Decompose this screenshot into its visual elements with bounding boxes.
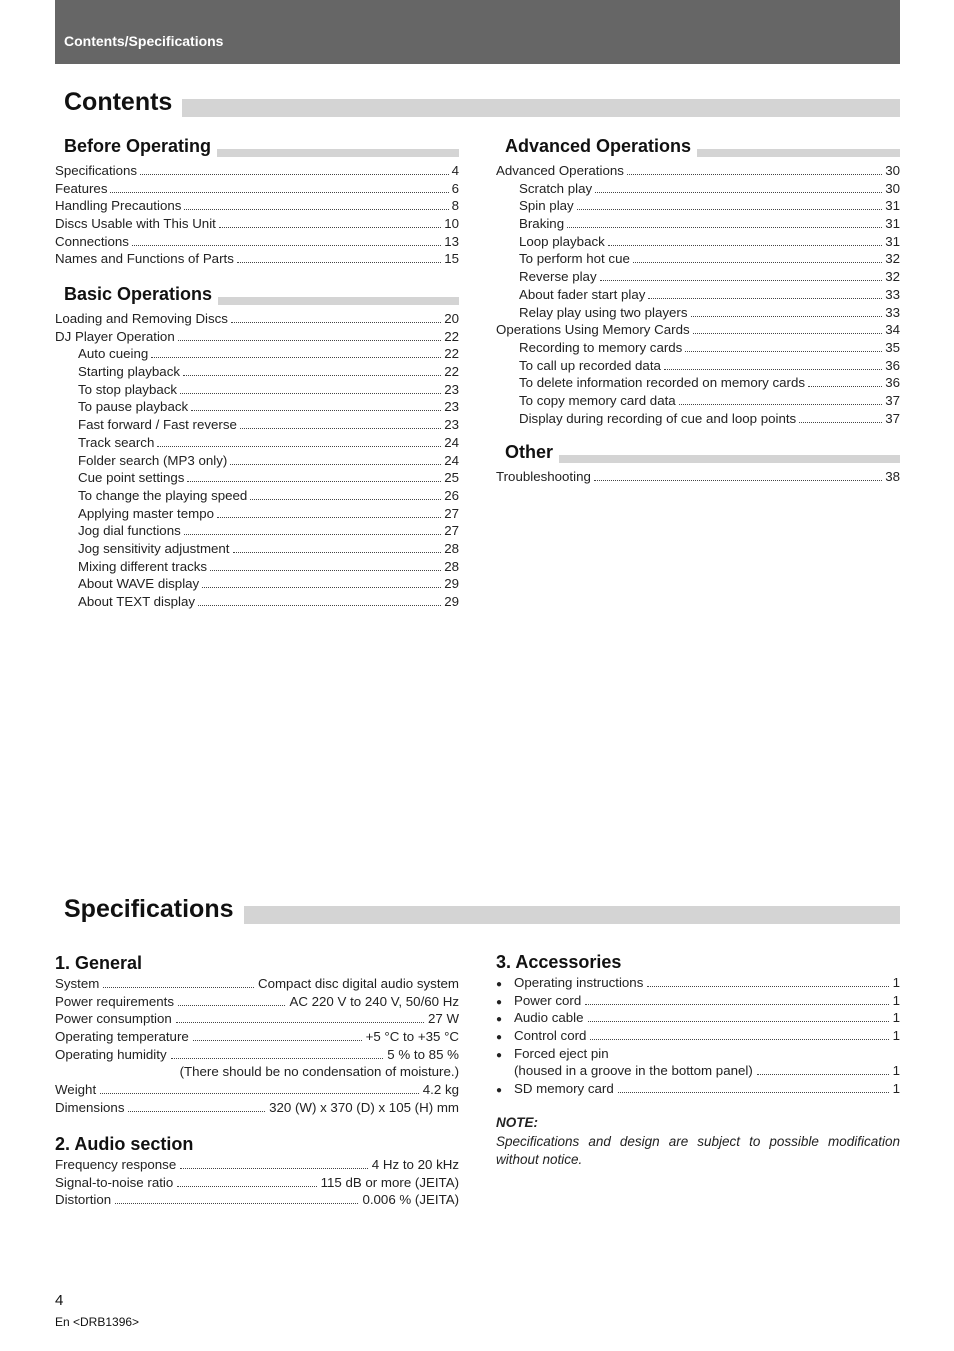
toc-entry[interactable]: Folder search (MP3 only) 24 [78,452,459,468]
basic-operations-heading [55,284,459,305]
toc-entry[interactable]: To change the playing speed 26 [78,487,459,503]
toc-entry[interactable]: Mixing different tracks 28 [78,558,459,574]
specifications-title-band [55,895,900,924]
note-text: Specifications and design are subject to possible modification without notice. [496,1134,900,1167]
basic-operations-list [55,310,459,611]
toc-entry[interactable]: Loop playback 31 [519,233,900,249]
before-operating-title: Before Operating [55,135,217,157]
spec-row: Weight 4.2 kg [55,1082,459,1098]
toc-entry[interactable]: About TEXT display 29 [78,594,459,609]
contents-title-band [55,88,900,117]
toc-entry[interactable]: About fader start play 33 [519,286,900,302]
advanced-operations-heading [496,136,900,157]
advanced-operations-title: Advanced Operations [496,135,697,157]
toc-entry[interactable]: To stop playback 23 [78,381,459,397]
general-specs [55,975,459,1117]
toc-entry[interactable]: Spin play 31 [519,198,900,214]
toc-entry[interactable]: Scratch play 30 [519,180,900,196]
toc-entry[interactable]: Jog sensitivity adjustment 28 [78,540,459,556]
bullet-icon: ● [496,1049,503,1061]
bullet-icon: ● [496,1032,503,1044]
toc-entry[interactable]: Jog dial functions 27 [78,523,459,539]
toc-entry[interactable]: DJ Player Operation 22 [55,328,459,344]
toc-entry[interactable]: Reverse play 32 [519,269,900,285]
document-code: En <DRB1396> [55,1315,140,1329]
toc-entry[interactable]: Braking 31 [519,216,900,232]
toc-entry[interactable]: Features 6 [55,180,459,196]
toc-entry[interactable]: Operations Using Memory Cards 34 [496,322,900,338]
spec-row: System Compact disc digital audio system [55,976,459,991]
spec-row: Power requirements AC 220 V to 240 V, 50/60 Hz [55,993,459,1009]
list-item: ● Audio cable 1 [496,1009,900,1027]
toc-entry[interactable]: Track search 24 [78,434,459,450]
spec-row: Frequency response 4 Hz to 20 kHz [55,1157,459,1172]
other-title: Other [496,441,559,463]
other-heading [496,442,900,463]
toc-entry[interactable]: To perform hot cue 32 [519,251,900,267]
toc-entry[interactable]: To call up recorded data 36 [519,357,900,373]
audio-section-heading: 2. Audio section [55,1134,194,1154]
spec-row: Distortion 0.006 % (JEITA) [55,1192,459,1208]
accessories-heading: 3. Accessories [496,952,622,972]
before-operating-heading [55,136,459,157]
basic-operations-title: Basic Operations [55,283,218,305]
toc-entry[interactable]: Cue point settings 25 [78,470,459,486]
toc-entry[interactable]: Connections 13 [55,233,459,249]
spec-row: Operating temperature +5 °C to +35 °C [55,1029,459,1045]
header-title: Contents/Specifications [64,33,224,49]
toc-entry[interactable]: To copy memory card data 37 [519,392,900,408]
toc-entry[interactable]: To delete information recorded on memory cards 36 [519,375,900,391]
general-heading: 1. General [55,953,143,973]
toc-entry[interactable]: About WAVE display 29 [78,576,459,592]
toc-entry[interactable]: Handling Precautions 8 [55,198,459,214]
toc-entry[interactable]: Auto cueing 22 [78,346,459,362]
toc-entry[interactable]: Advanced Operations 30 [496,163,900,178]
contents-title: Contents [55,87,182,117]
toc-entry[interactable]: To pause playback 23 [78,399,459,415]
other-list [496,468,900,486]
toc-entry[interactable]: Relay play using two players 33 [519,304,900,320]
accessories-list [496,974,900,1098]
toc-entry[interactable]: Fast forward / Fast reverse 23 [78,417,459,433]
list-item: ● Control cord 1 [496,1027,900,1045]
list-item: ● Forced eject pin [496,1045,900,1063]
page-number: 4 [55,1292,64,1309]
list-item: ● SD memory card 1 [496,1080,900,1098]
bullet-icon: ● [496,996,503,1008]
list-item: ● Power cord 1 [496,992,900,1010]
bullet-icon: ● [496,1014,503,1026]
toc-entry[interactable]: Discs Usable with This Unit 10 [55,216,459,232]
toc-entry[interactable]: Specifications 4 [55,163,459,178]
toc-entry[interactable]: Troubleshooting 38 [496,469,900,484]
spec-row: Signal-to-noise ratio 115 dB or more (JEITA) [55,1174,459,1190]
bullet-icon: ● [496,979,503,990]
spec-row: Power consumption 27 W [55,1011,459,1027]
bullet-icon: ● [496,1085,503,1097]
toc-entry[interactable]: Starting playback 22 [78,364,459,380]
toc-entry[interactable]: Applying master tempo 27 [78,505,459,521]
spec-row: Operating humidity 5 % to 85 % [55,1046,459,1062]
header-bar [55,0,900,64]
toc-entry[interactable]: Loading and Removing Discs 20 [55,311,459,326]
toc-entry[interactable]: Names and Functions of Parts 15 [55,251,459,267]
toc-entry[interactable]: Display during recording of cue and loop points 37 [519,410,900,426]
note-title: NOTE: [496,1115,538,1130]
list-item: ● Operating instructions 1 [496,974,900,992]
advanced-operations-list [496,162,900,427]
specifications-title: Specifications [55,894,244,924]
list-item-continuation: (housed in a groove in the bottom panel) 1 [514,1063,900,1079]
before-operating-list [55,162,459,268]
toc-entry[interactable]: Recording to memory cards 35 [519,339,900,355]
spec-row: Dimensions 320 (W) x 370 (D) x 105 (H) mm [55,1099,459,1115]
audio-specs [55,1156,459,1209]
humidity-note: (There should be no condensation of moisture.) [179,1064,459,1080]
